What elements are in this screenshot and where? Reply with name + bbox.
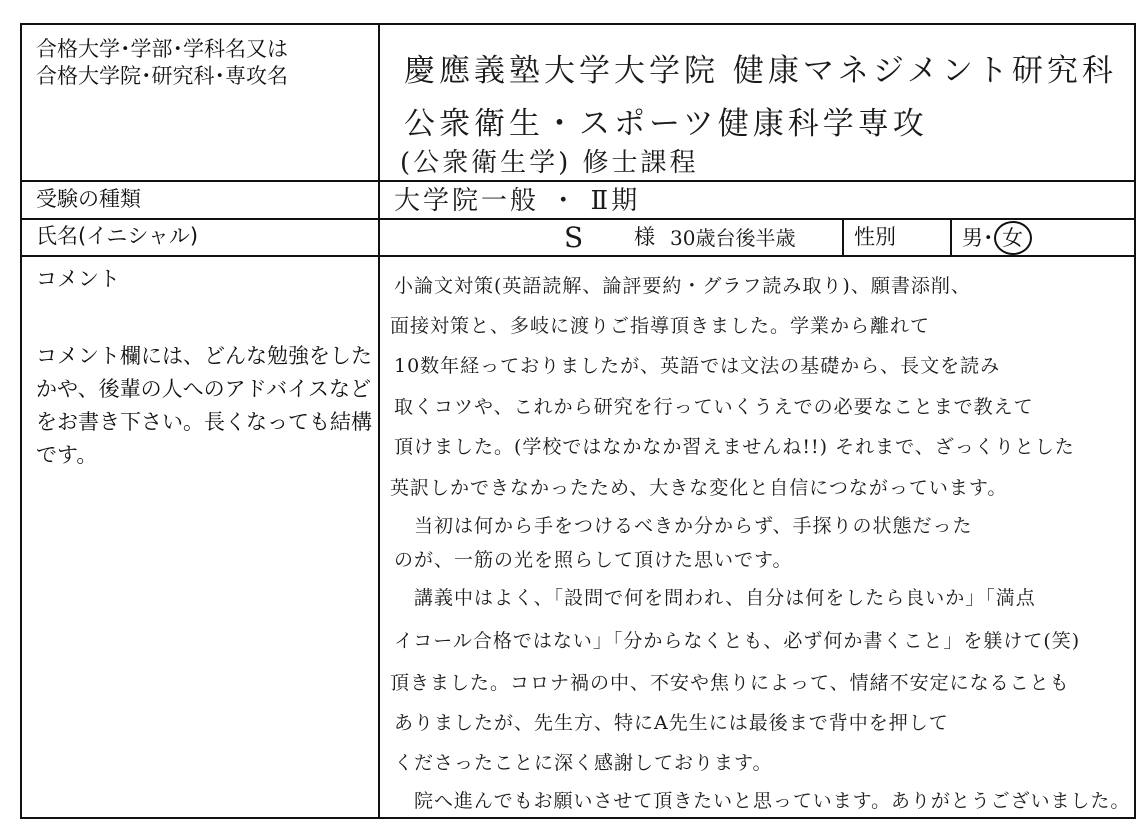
comment-line-13: くださったことに深く感謝しております。: [394, 752, 773, 774]
testimonial-form: [20, 23, 1136, 819]
comment-line-14: 院へ進んでもお願いさせて頂きたいと思っています。ありがとうございました。: [414, 790, 1131, 812]
gender-female-circled: 女: [994, 221, 1032, 255]
comment-line-4: 取くコツや、これから研究を行っていくうえでの必要なことまで教えて: [394, 396, 1034, 418]
comment-line-6: 英訳しかできなかったため、大きな変化と自信につながっています。: [390, 477, 1008, 499]
comment-line-3: 10数年経っておりましたが、英語では文法の基礎から、長文を読み: [394, 355, 1001, 377]
comment-line-11: 頂きました。コロナ禍の中、不安や焦りによって、情緒不安定になることも: [390, 672, 1070, 694]
exam-type-value: 大学院一般 ・ Ⅱ期: [394, 186, 641, 216]
comment-line-7: 当初は何から手をつけるべきか分からず、手探りの状態だった: [414, 515, 973, 537]
row-divider-2: [22, 218, 1134, 220]
comment-help-text: コメント欄には、どんな勉強をしたかや、後輩の人へのアドバイスなどをお書き下さい。長くなっても結構です。: [36, 344, 372, 467]
name-label: 氏名(イニシャル): [36, 224, 199, 248]
row-divider-1: [22, 180, 1134, 182]
school-value-line3: (公衆衛生学) 修士課程: [400, 148, 699, 178]
gender-separator: ･: [983, 226, 994, 250]
comment-line-9: 講義中はよく、「設問で何を問われ、自分は何をしたら良いか」「満点: [414, 587, 1036, 609]
row-divider-3: [22, 255, 1134, 257]
gender-value: [962, 221, 1032, 255]
comment-label: コメント: [36, 267, 120, 291]
comment-line-1: 小論文対策(英語読解、論評要約・グラフ読み取り)、願書添削、: [394, 275, 971, 297]
school-label-line1: 合格大学･学部･学科名又は: [36, 37, 288, 61]
comment-line-5: 頂けました。(学校ではなかなか習えませんね!!) それまで、ざっくりとした: [394, 436, 1075, 458]
exam-type-label: 受験の種類: [36, 187, 141, 211]
comment-line-2: 面接対策と、多岐に渡りご指導頂きました。学業から離れて: [390, 315, 931, 337]
honorific-label: 様: [634, 225, 655, 249]
school-label-line2: 合格大学院･研究科･専攻名: [36, 64, 288, 88]
school-label: [36, 36, 288, 90]
comment-line-10: イコール合格ではない」「分からなくとも、必ず何か書くこと」を躾けて(笑): [394, 630, 1081, 652]
school-value-line2: 公衆衛生・スポーツ健康科学専攻: [404, 106, 928, 142]
label-column-divider: [378, 25, 380, 817]
gender-male: 男: [962, 226, 983, 250]
gender-label: 性別: [854, 225, 896, 249]
gender-value-divider: [950, 218, 952, 255]
comment-line-8: のが、一筋の光を照らして頂けた思いです。: [394, 549, 793, 571]
comment-line-12: ありましたが、先生方、特にA先生には最後まで背中を押して: [394, 712, 949, 734]
initial-value: S: [564, 221, 585, 254]
school-value-line1: 慶應義塾大学大学院 健康マネジメント研究科: [404, 53, 1117, 89]
age-value: 30歳台後半歳: [670, 226, 796, 250]
gender-label-divider: [842, 218, 844, 255]
